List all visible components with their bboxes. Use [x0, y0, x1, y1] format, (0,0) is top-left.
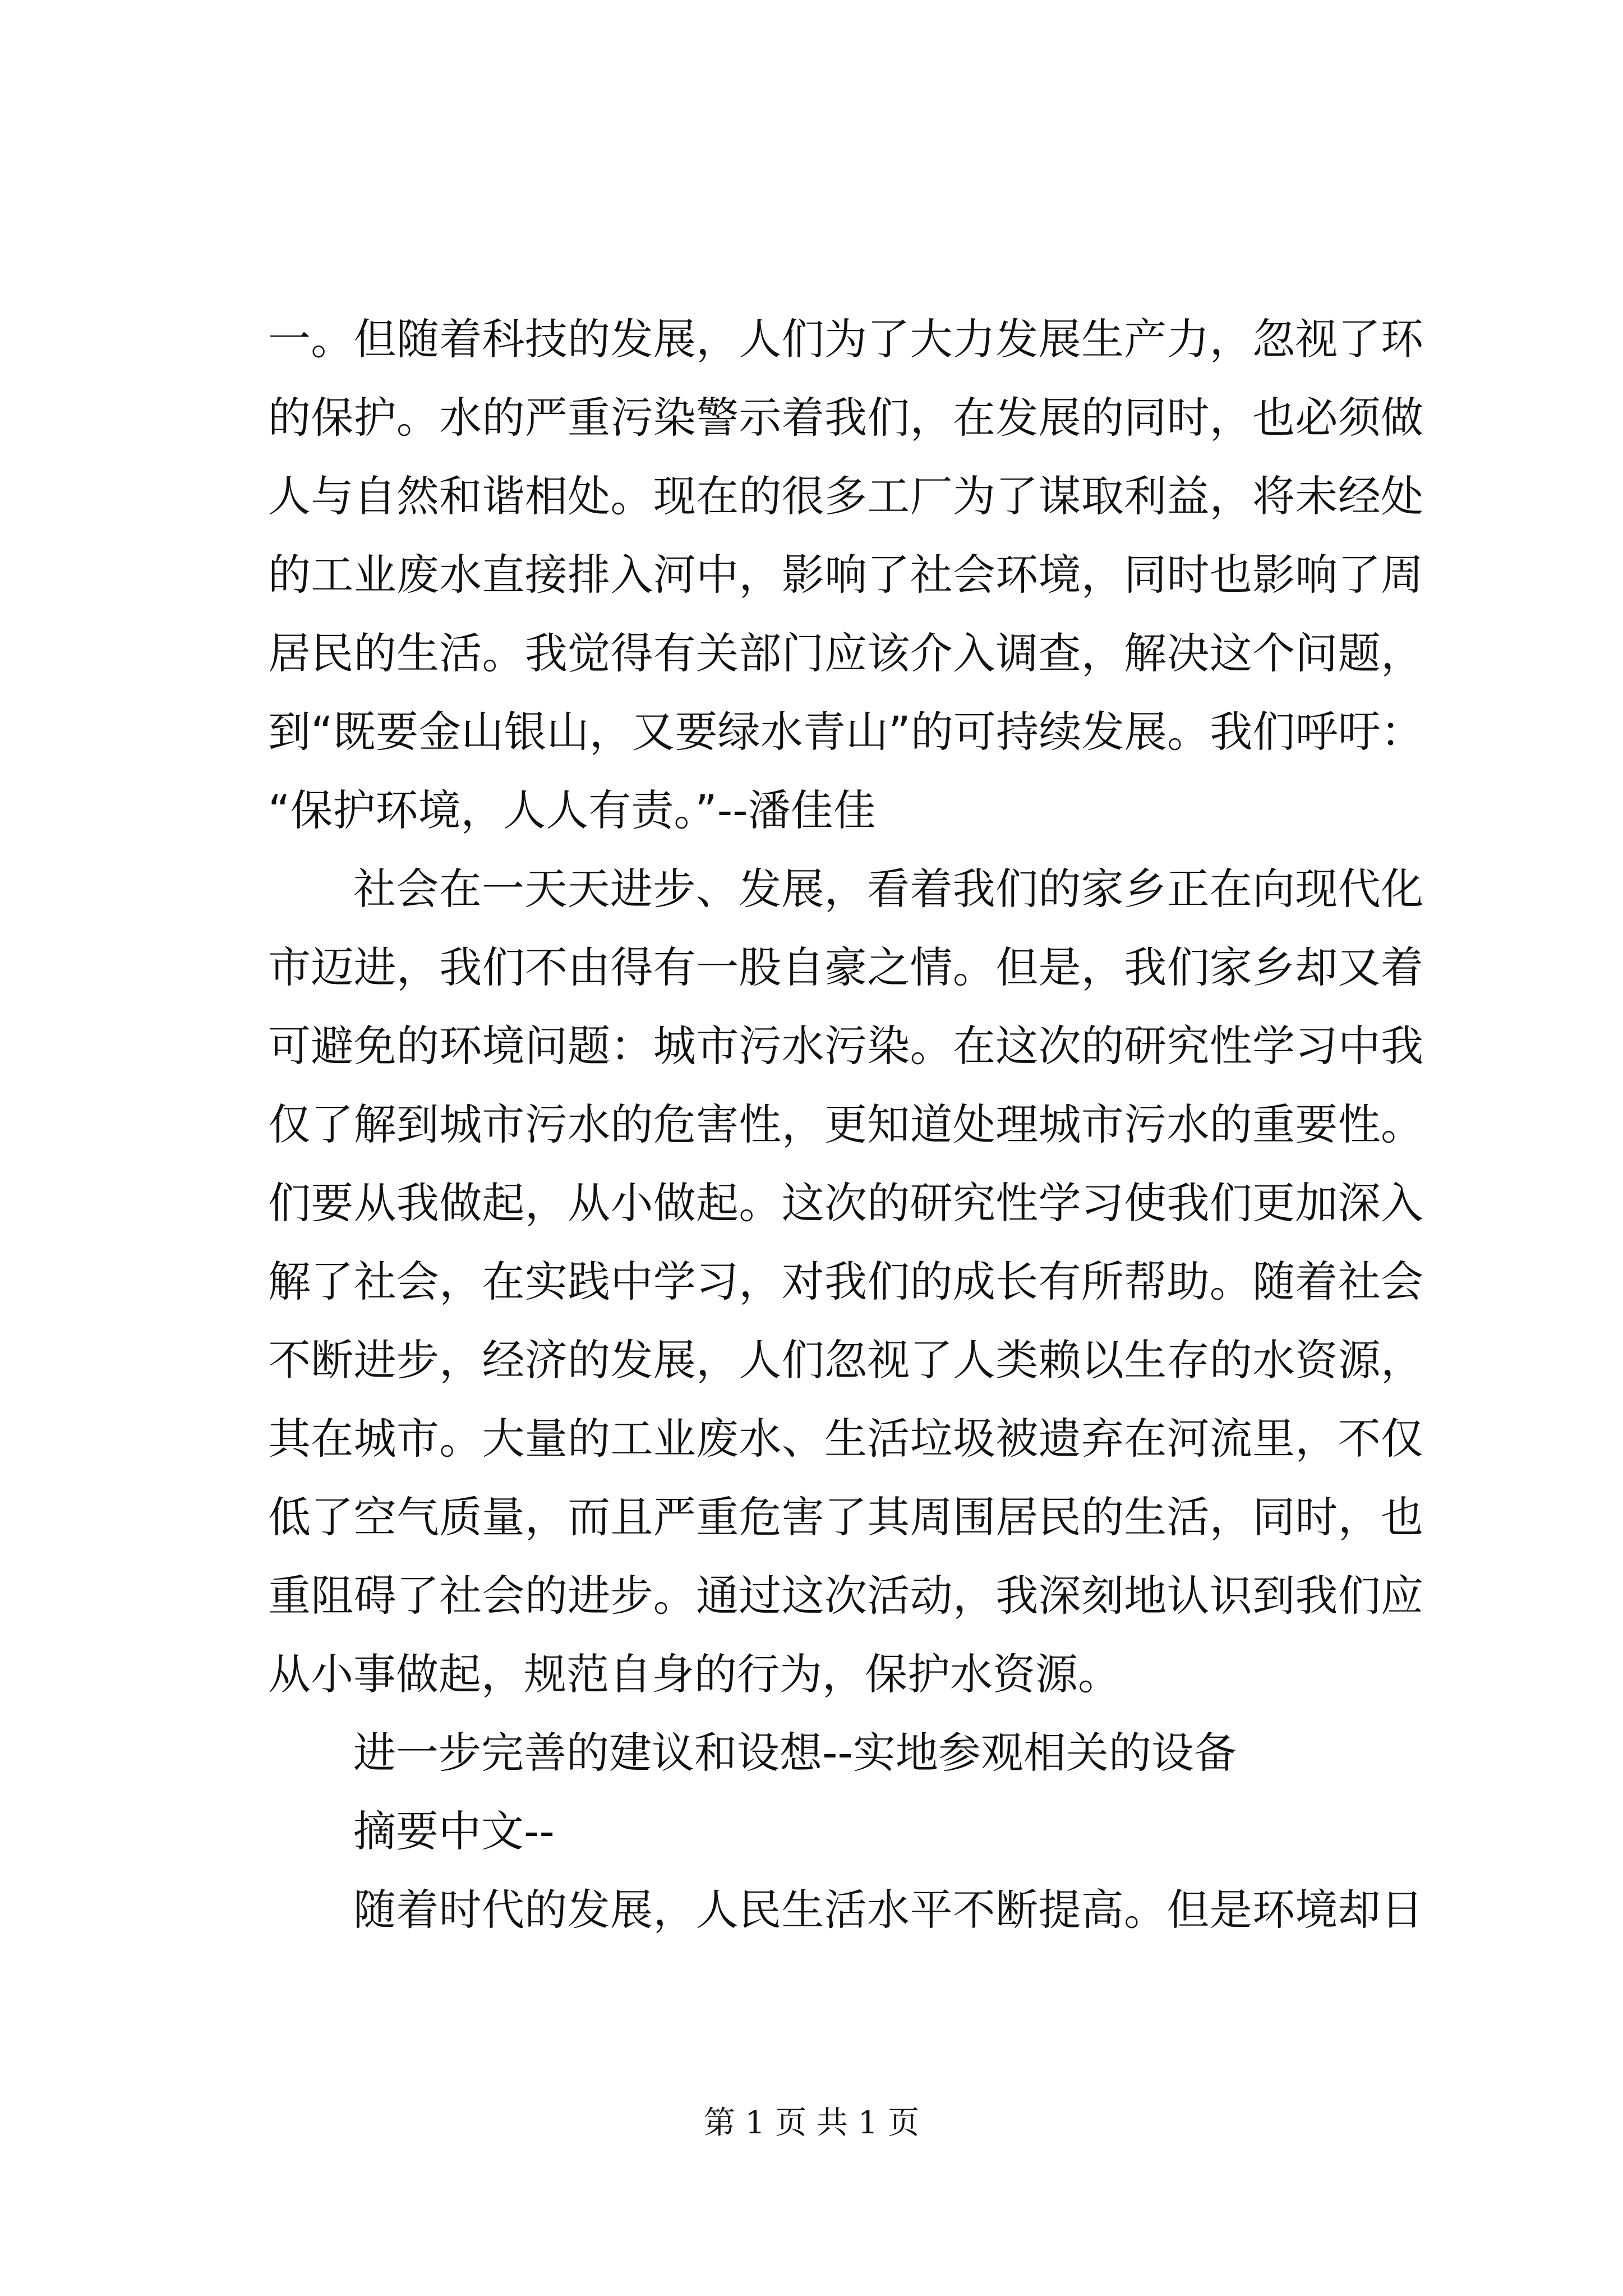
text-line-8: 社会在一天天进步、发展，看着我们的家乡正在向现代化	[353, 864, 1423, 914]
text-line-21: 随着时代的发展，人民生活水平不断提高。但是环境却日	[353, 1885, 1423, 1935]
text-line-12: 们要从我做起，从小做起。这次的研究性学习使我们更加深入	[268, 1178, 1423, 1228]
text-line-10: 可避免的环境问题：城市污水污染。在这次的研究性学习中我	[268, 1021, 1423, 1071]
text-line-17: 重阻碍了社会的进步。通过这次活动，我深刻地认识到我们应	[268, 1571, 1423, 1621]
text-line-6: 到“既要金山银山，又要绿水青山”的可持续发展。我们呼吁：	[268, 707, 1423, 757]
text-line-5: 居民的生活。我觉得有关部门应该介入调查，解决这个问题，	[268, 628, 1423, 678]
page-footer: 第 1 页 共 1 页	[703, 2105, 920, 2141]
text-line-13: 解了社会，在实践中学习，对我们的成长有所帮助。随着社会	[268, 1257, 1423, 1306]
text-line-20: 摘要中文--	[353, 1806, 555, 1856]
text-line-4: 的工业废水直接排入河中，影响了社会环境，同时也影响了周	[268, 550, 1423, 600]
text-line-14: 不断进步，经济的发展，人们忽视了人类赖以生存的水资源，	[268, 1335, 1423, 1385]
text-line-2: 的保护。水的严重污染警示着我们，在发展的同时，也必须做	[268, 393, 1423, 443]
text-line-7: “保护环境，人人有责。”--潘佳佳	[268, 785, 876, 835]
text-line-16: 低了空气质量，而且严重危害了其周围居民的生活，同时，也	[268, 1492, 1423, 1542]
text-line-19: 进一步完善的建议和设想--实地参观相关的设备	[353, 1728, 1237, 1778]
body-text	[268, 300, 1423, 1949]
text-line-1: 一。但随着科技的发展，人们为了大力发展生产力，忽视了环	[268, 314, 1423, 364]
text-line-3: 人与自然和谐相处。现在的很多工厂为了谋取利益，将未经处	[268, 471, 1423, 521]
text-line-18: 从小事做起，规范自身的行为，保护水资源。	[268, 1649, 1121, 1699]
text-line-11: 仅了解到城市污水的危害性，更知道处理城市污水的重要性。	[268, 1099, 1423, 1149]
text-line-15: 其在城市。大量的工业废水、生活垃圾被遗弃在河流里，不仅	[268, 1414, 1423, 1464]
text-line-9: 市迈进，我们不由得有一股自豪之情。但是，我们家乡却又着	[268, 942, 1423, 992]
